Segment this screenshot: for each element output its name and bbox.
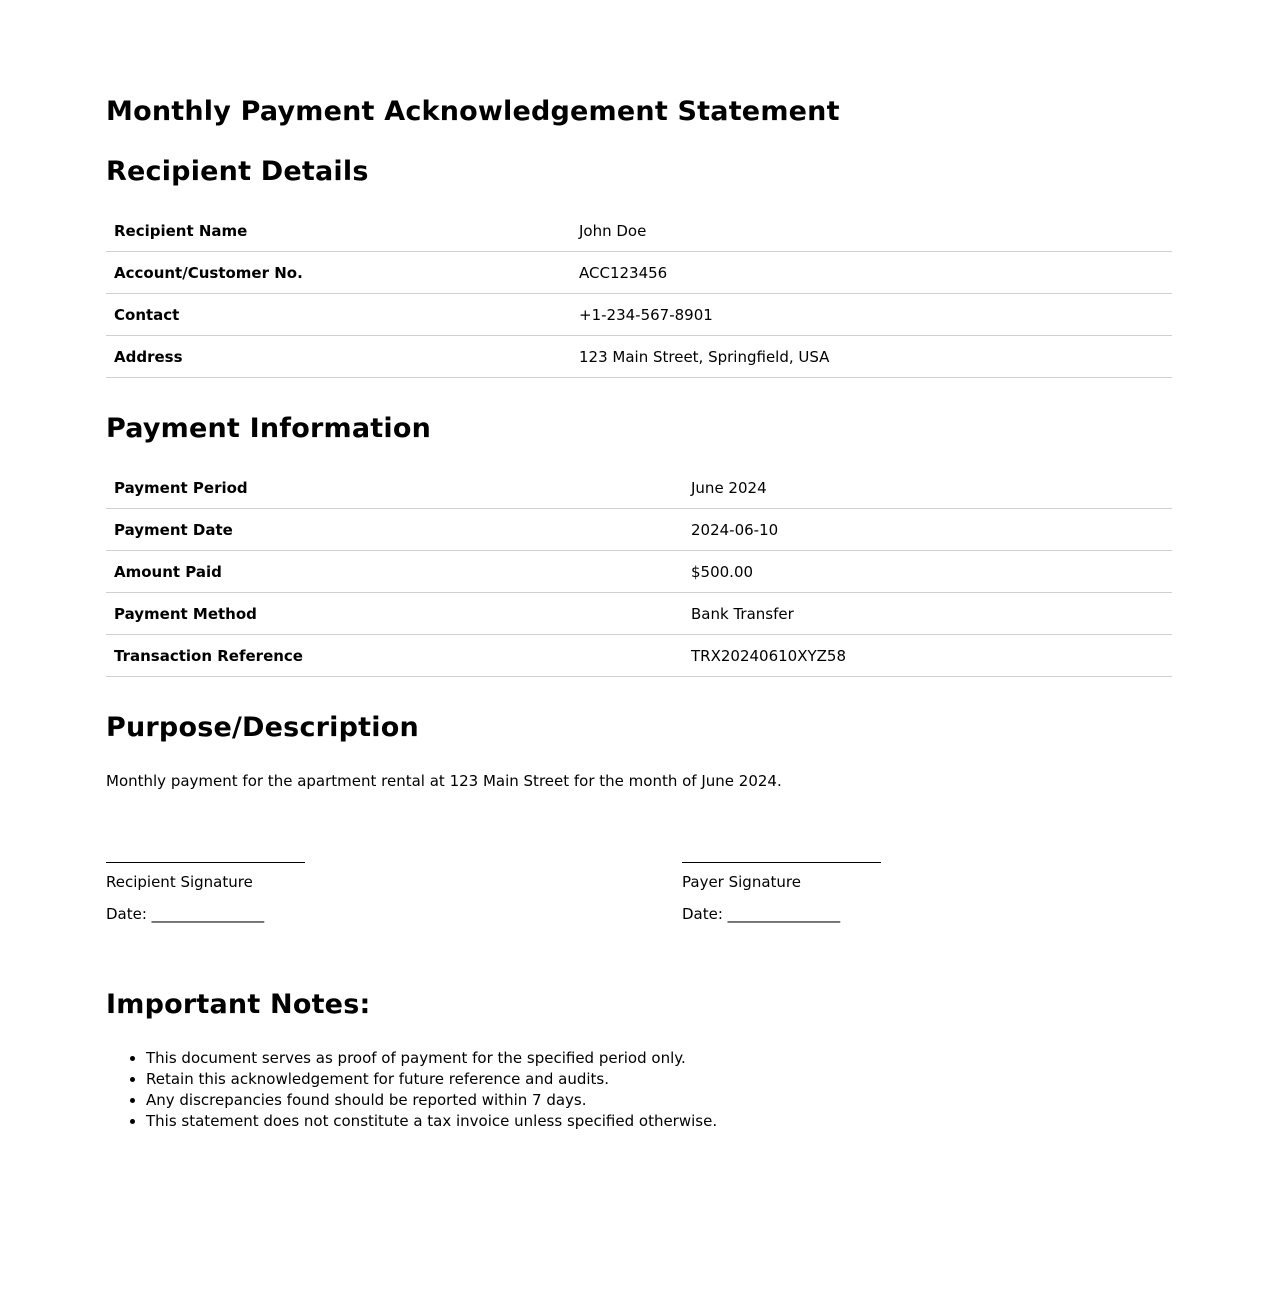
recipient-signature-line [106,843,305,863]
row-label: Contact [106,294,571,336]
document-title: Monthly Payment Acknowledgement Statement [106,96,840,127]
table-row [106,509,1172,551]
row-value: June 2024 [683,467,1172,509]
table-row [106,210,1172,252]
notes-list [106,1048,1172,1132]
list-item: • Any discrepancies found should be reported within 7 days. [146,1090,1172,1111]
recipient-details-heading: Recipient Details [106,156,369,187]
row-label: Payment Method [106,593,683,635]
payment-information-table [106,467,1172,677]
list-item: • This document serves as proof of payment for the specified period only. [146,1048,1172,1069]
row-value: +1-234-567-8901 [571,294,1172,336]
table-row [106,635,1172,677]
row-value: $500.00 [683,551,1172,593]
row-value: TRX20240610XYZ58 [683,635,1172,677]
payment-information-heading: Payment Information [106,413,431,444]
purpose-text: Monthly payment for the apartment rental at 123 Main Street for the month of June 2024. [106,772,782,790]
row-label: Recipient Name [106,210,571,252]
table-row [106,551,1172,593]
purpose-heading: Purpose/Description [106,712,419,743]
recipient-signature-label: Recipient Signature [106,873,253,891]
row-label: Address [106,336,571,378]
table-row [106,593,1172,635]
table-row [106,252,1172,294]
table-row [106,467,1172,509]
list-item: • This statement does not constitute a tax invoice unless specified otherwise. [146,1111,1172,1132]
recipient-signature-date: Date: _______________ [106,905,265,923]
payer-signature-label: Payer Signature [682,873,801,891]
important-notes-heading: Important Notes: [106,989,371,1020]
payer-signature-line [682,843,881,863]
row-value: Bank Transfer [683,593,1172,635]
row-value: 2024-06-10 [683,509,1172,551]
row-value: 123 Main Street, Springfield, USA [571,336,1172,378]
recipient-signature-block [106,843,305,924]
row-label: Transaction Reference [106,635,683,677]
row-label: Payment Date [106,509,683,551]
table-row [106,294,1172,336]
row-value: ACC123456 [571,252,1172,294]
payer-signature-date: Date: _______________ [682,905,841,923]
row-value: John Doe [571,210,1172,252]
signature-section [106,843,1172,931]
recipient-details-table [106,210,1172,378]
list-item: • Retain this acknowledgement for future reference and audits. [146,1069,1172,1090]
row-label: Amount Paid [106,551,683,593]
row-label: Payment Period [106,467,683,509]
payer-signature-block [682,843,881,924]
table-row [106,336,1172,378]
row-label: Account/Customer No. [106,252,571,294]
